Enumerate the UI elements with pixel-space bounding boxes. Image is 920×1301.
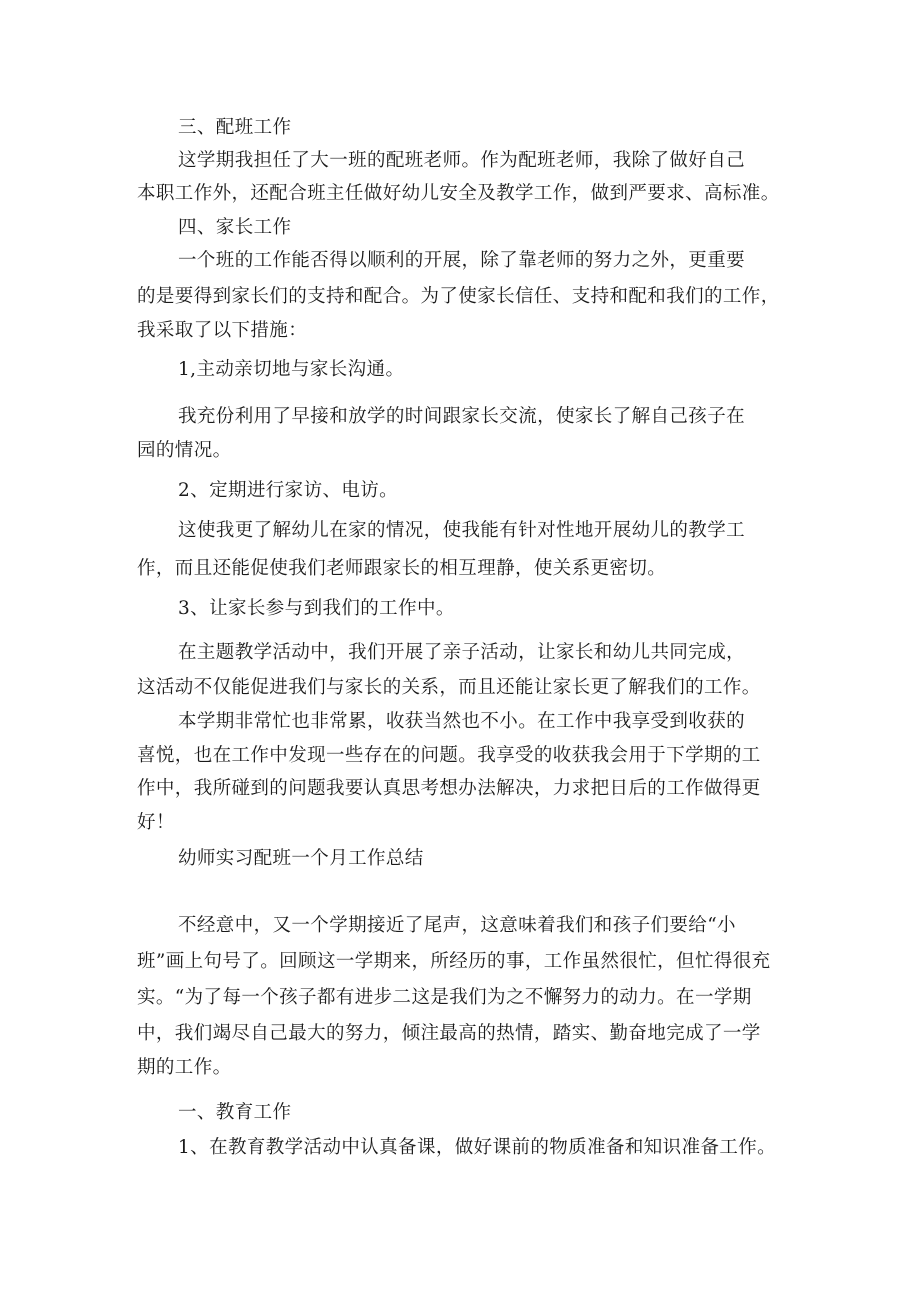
document-title: 幼师实习配班一个月工作总结 xyxy=(178,848,424,869)
paragraph-line: 本职工作外，还配合班主任做好幼儿安全及教学工作，做到严要求、高标准。 xyxy=(137,183,780,204)
paragraph-line: 中，我们竭尽自己最大的努力，倾注最高的热情，踏实、勤奋地完成了一学 xyxy=(137,1023,761,1044)
paragraph-line: 作中，我所碰到的问题我要认真思考想办法解决，力求把日后的工作做得更 xyxy=(137,778,761,799)
list-item-heading: 2、定期进行家访、电访。 xyxy=(178,480,399,501)
paragraph-line: 喜悦，也在工作中发现一些存在的问题。我享受的收获我会用于下学期的工 xyxy=(137,745,761,766)
section-heading: 三、配班工作 xyxy=(178,117,292,138)
paragraph-line: 班”画上句号了。回顾这一学期来，所经历的事，工作虽然很忙，但忙得很充 xyxy=(137,951,771,972)
paragraph-line: 实。“为了每一个孩子都有进步二这是我们为之不懈努力的动力。在一学期 xyxy=(137,987,752,1008)
paragraph-line: 1、在教育教学活动中认真备课，做好课前的物质准备和知识准备工作。 xyxy=(178,1137,777,1158)
paragraph-line: 好！ xyxy=(137,812,175,833)
paragraph-line: 这使我更了解幼儿在家的情况，使我能有针对性地开展幼儿的教学工 xyxy=(178,520,746,541)
paragraph-line: 我采取了以下措施： xyxy=(137,320,308,341)
paragraph-line: 这活动不仅能促进我们与家长的关系，而且还能让家长更了解我们的工作。 xyxy=(137,677,761,698)
paragraph-line: 我充份利用了早接和放学的时间跟家长交流，使家长了解自己孩子在 xyxy=(178,406,746,427)
paragraph-line: 在主题教学活动中，我们开展了亲子活动，让家长和幼儿共同完成， xyxy=(178,642,746,663)
list-item-heading: 3、让家长参与到我们的工作中。 xyxy=(178,598,455,619)
paragraph-line: 这学期我担任了大一班的配班老师。作为配班老师，我除了做好自己 xyxy=(178,150,746,171)
paragraph-line: 的是要得到家长们的支持和配合。为了使家长信任、支持和配和我们的工作， xyxy=(137,286,780,307)
paragraph-line: 园的情况。 xyxy=(137,440,232,461)
list-item-heading: 1,主动亲切地与家长沟通。 xyxy=(178,359,405,380)
paragraph-line: 作，而且还能促使我们老师跟家长的相互理静，使关系更密切。 xyxy=(137,558,667,579)
section-heading: 四、家长工作 xyxy=(178,217,292,238)
paragraph-line: 不经意中，又一个学期接近了尾声，这意味着我们和孩子们要给“小 xyxy=(178,915,736,936)
section-heading: 一、教育工作 xyxy=(178,1102,292,1123)
paragraph-line: 一个班的工作能否得以顺利的开展，除了靠老师的努力之外，更重要 xyxy=(178,250,746,271)
paragraph-line: 期的工作。 xyxy=(137,1057,232,1078)
paragraph-line: 本学期非常忙也非常累，收获当然也不小。在工作中我享受到收获的 xyxy=(178,711,746,732)
